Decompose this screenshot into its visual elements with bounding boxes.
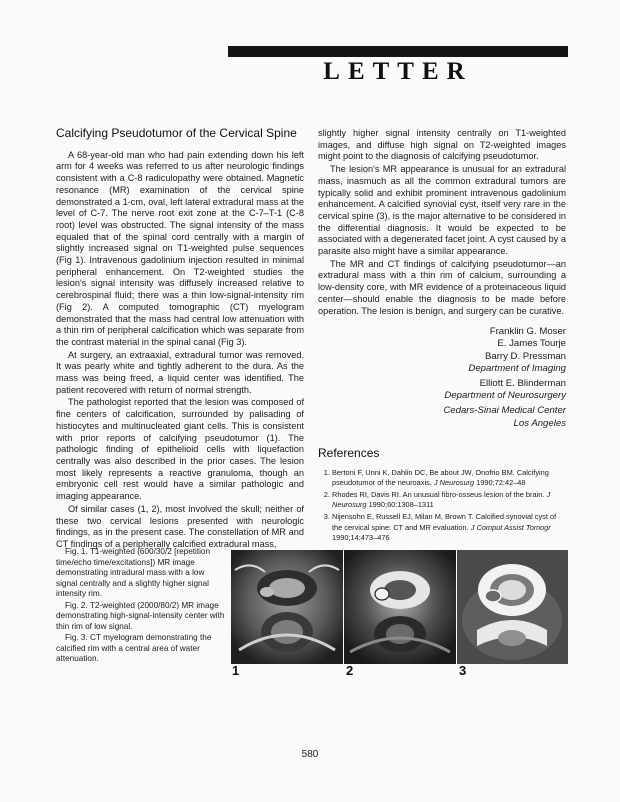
- department: Department of Neurosurgery: [444, 390, 566, 402]
- figure-2-mr-t2-image: [344, 550, 456, 664]
- left-column: [56, 128, 304, 551]
- reference-list: [318, 468, 566, 543]
- author-name: Elliott E. Blinderman: [479, 378, 566, 390]
- paragraph: The MR and CT findings of calcifying pseudotumor—an extradural mass with a thin rim of calcium, surrounding a low-density core, with MR evidence of a proteinaceous liquid center—should enable the diagnosis to be made before operation. The lesion is benign, and surgery can be curative.: [318, 258, 566, 316]
- figure-3-ct-myelogram-image: [457, 550, 568, 664]
- figure-1-mr-t1-image: [231, 550, 343, 664]
- figure-caption: Fig. 3. CT myelogram demonstrating the calcified rim with a central area of water attenuation.: [56, 633, 212, 663]
- paragraph: The lesion's MR appearance is unusual for an extradural mass, inasmuch as all the common extradural tumors are typically solid and exhibit prominent intravenous gadolinium enhancement. A calcified synovial cyst, itself very rare in the cervical spine (3), is the major alternative to be considered in the differential diagnosis. It would be expected to be associated with a degenerated facet joint. A cyst caused by a parasite also might have a similar appearance.: [318, 164, 566, 257]
- author-name: Barry D. Pressman: [484, 350, 566, 362]
- right-column: [318, 128, 566, 545]
- figure-caption: Fig. 1. T1-weighted (600/30/2 [repetition time/echo time/excitations]) MR image demonstrating intradural mass with a low signal centrally and a slightly higher signal intensity rim.: [56, 547, 211, 598]
- article-title: Calcifying Pseudotumor of the Cervical Spine: [56, 126, 297, 140]
- author-name: Franklin G. Moser: [489, 326, 566, 338]
- paragraph: Of similar cases (1, 2), most involved the skull; neither of these two cervical lesions presented with neurologic findings, as in the present case. The constellation of MR and CT findings of a peripherally calcified extradural mass,: [56, 503, 304, 549]
- figure-caption: Fig. 2. T2-weighted (2000/80/2) MR image demonstrating high-signal-intensity center with thin rim of low signal.: [56, 600, 225, 631]
- figure-2-label: 2: [346, 663, 354, 678]
- paragraph: A 68-year-old man who had pain extending down his left arm for 4 weeks was referred to us after neurologic findings consistent with a C-8 radiculopathy were obtained. Magnetic resonance (MR) examination of the cervical spine demonstrated a 1-cm, oval, left lateral extradural mass at the level of C-7. The nerve root exit zone at the C-7–T-1 (C-8 root) level was obstructed. The signal intensity of the mass equaled that of the spinal cord centrally with a margin of slightly increased signal on T1-weighted pulse sequences (Fig 1). Intravenous gadolinium injection resulted in minimal peripheral enhancement. On T2-weighted studies the lesion's signal intensity was diffusely increased relative to cerebrospinal fluid; there was a thin low-signal-intensity rim (Fig 2). A computed tomographic (CT) myelogram demonstrated that the mass had central low attenuation with a thin rim of peripheral calcification which was separate from the contrast material in the spinal canal (Fig 3).: [56, 149, 304, 347]
- paragraph: The pathologist reported that the lesion was composed of fine centers of calcification, surrounded by palisading of histiocytes and multinucleated giant cells. This is consistent with prior reports of calcifying pseudotumor (1). The pathologic finding of epithelioid cells with liquefaction centrally was also described in the prior cases. The lesion most likely represents a reactive granuloma, though an embryonic cell rest would have a similar pathologic and imaging appearance.: [56, 397, 304, 502]
- author-signature: [318, 326, 566, 430]
- author-name: E. James Tourje: [497, 338, 566, 350]
- figure-3-label: 3: [459, 663, 467, 678]
- reference-item: 1. Bertoni F, Unni K, Dahlin DC, Be about JW, Onofrio BM. Calcifying pseudotumor of the neuroaxis. J Neurosurg 1990;72:42–48: [332, 468, 566, 488]
- department: Department of Imaging: [468, 362, 566, 374]
- section-heading: LETTER: [323, 58, 473, 85]
- figure-1-label: 1: [232, 663, 240, 678]
- figure-captions: [56, 547, 226, 666]
- city: Los Angeles: [513, 417, 566, 429]
- header-rule: [228, 46, 568, 57]
- references-heading: References: [318, 445, 380, 460]
- page-number: 580: [301, 749, 319, 760]
- reference-item: 2. Rhodes RI, Davis RI. An unusual fibro-osseus lesion of the brain. J Neurosurg 1990;60:1308–1311: [332, 490, 566, 510]
- institution: Cedars-Sinai Medical Center: [443, 405, 566, 417]
- paragraph: slightly higher signal intensity centrally on T1-weighted images, and diffuse high signal on T2-weighted images might point to the diagnosis of calcifying pseudotumor.: [318, 128, 566, 162]
- reference-item: 3. Nijensohn E, Russell EJ, Milan M, Brown T. Calcified synovial cyst of the cervical spine: CT and MR evaluation. J Comput Assist Tomogr 1990;14:473–476: [332, 512, 566, 543]
- paragraph: At surgery, an extraaxial, extradural tumor was removed. It was pearly white and tightly adherent to the dura. As the mass was being freed, a liquid center was identified. The patient recovered with return of normal strength.: [56, 349, 304, 395]
